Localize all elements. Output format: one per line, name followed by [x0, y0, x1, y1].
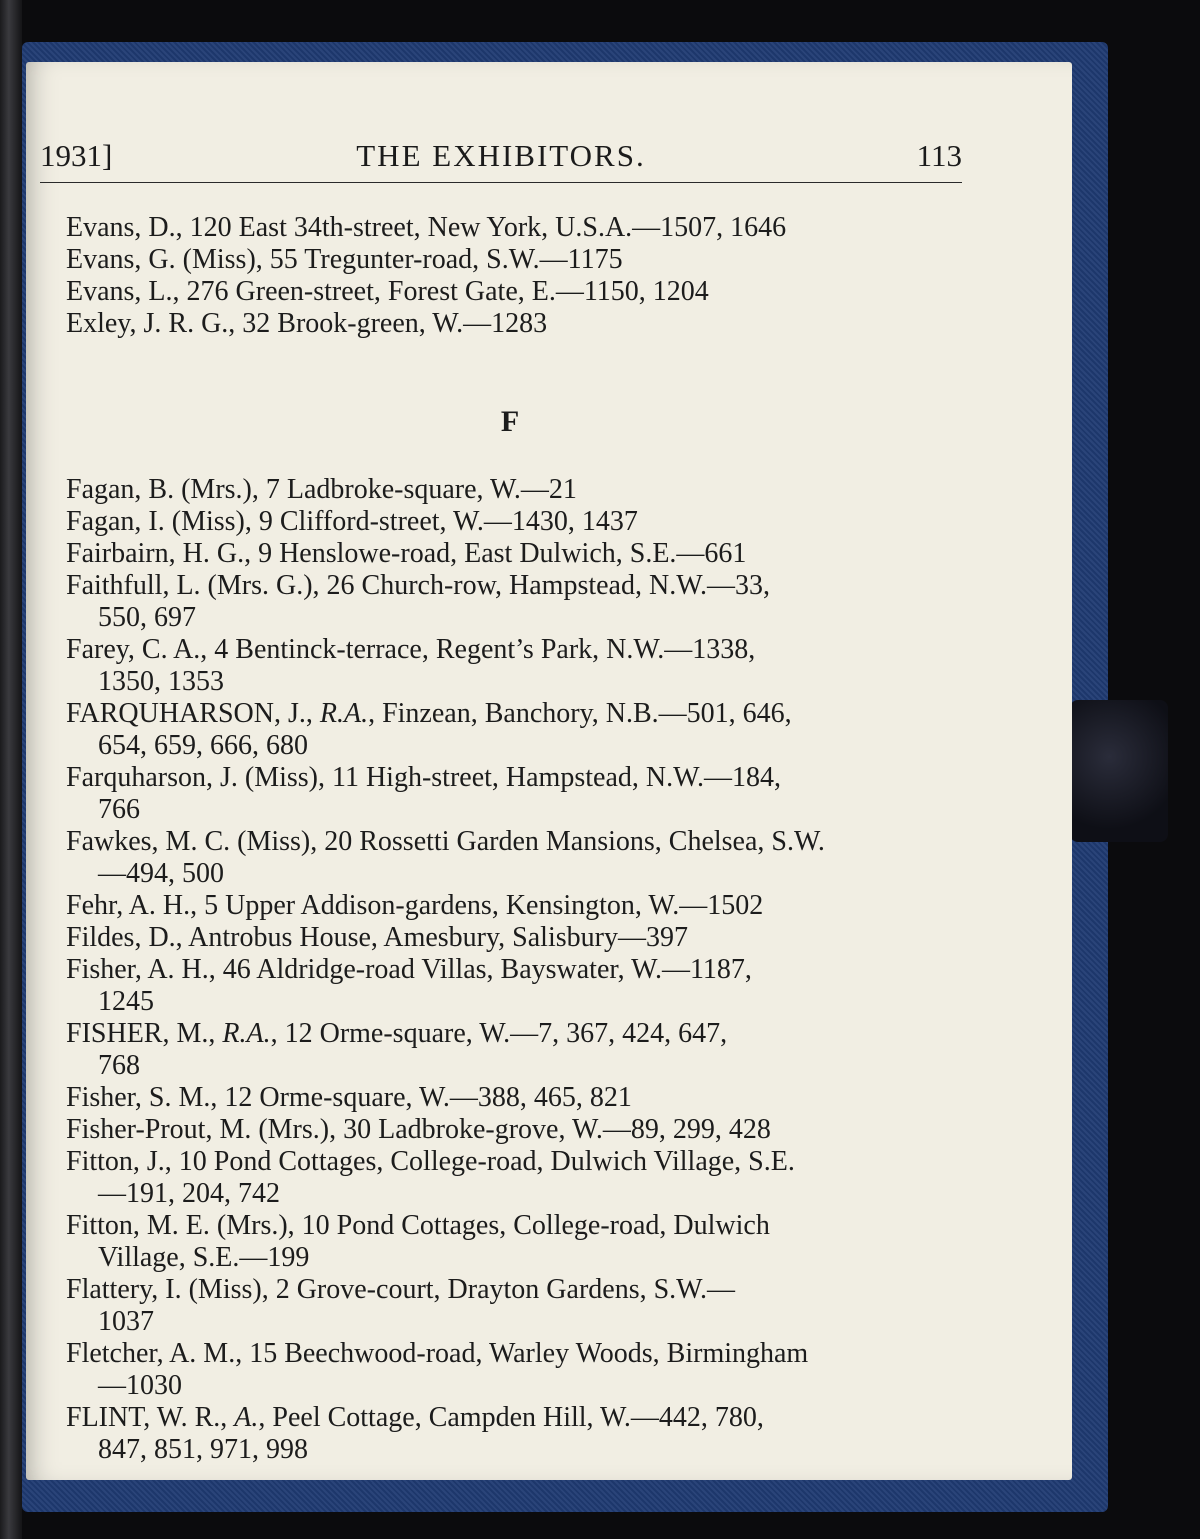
list-item: Fagan, I. (Miss), 9 Clifford-street, W.—1430, 1437: [66, 506, 638, 537]
list-item: Fisher-Prout, M. (Mrs.), 30 Ladbroke-grove, W.—89, 299, 428: [66, 1114, 771, 1145]
list-item: FLINT, W. R., A., Peel Cottage, Campden Hill, W.—442, 780, 847, 851, 971, 998: [66, 1402, 764, 1465]
list-item: Flattery, I. (Miss), 2 Grove-court, Drayton Gardens, S.W.— 1037: [66, 1274, 736, 1337]
leather-page-tab: [1070, 700, 1168, 842]
list-item: Fawkes, M. C. (Miss), 20 Rossetti Garden Mansions, Chelsea, S.W. —494, 500: [66, 826, 825, 889]
header-title: THE EXHIBITORS.: [356, 138, 646, 173]
entries-list-f: [66, 474, 986, 1466]
list-item: Evans, G. (Miss), 55 Tregunter-road, S.W.—1175: [66, 244, 623, 275]
list-item: Fisher, S. M., 12 Orme-square, W.—388, 465, 821: [66, 1082, 632, 1113]
list-item: Evans, L., 276 Green-street, Forest Gate, E.—1150, 1204: [66, 276, 709, 307]
list-item: Fagan, B. (Mrs.), 7 Ladbroke-square, W.—21: [66, 474, 577, 505]
list-item: Farey, C. A., 4 Bentinck-terrace, Regent’s Park, N.W.—1338, 1350, 1353: [66, 634, 756, 697]
list-item: Farquharson, J. (Miss), 11 High-street, Hampstead, N.W.—184, 766: [66, 762, 781, 825]
list-item: Faithfull, L. (Mrs. G.), 26 Church-row, Hampstead, N.W.—33, 550, 697: [66, 570, 771, 633]
list-item: Fairbairn, H. G., 9 Henslowe-road, East Dulwich, S.E.—661: [66, 538, 747, 569]
list-item: Fitton, J., 10 Pond Cottages, College-road, Dulwich Village, S.E. —191, 204, 742: [66, 1146, 795, 1209]
list-item: FARQUHARSON, J., R.A., Finzean, Banchory, N.B.—501, 646, 654, 659, 666, 680: [66, 698, 792, 761]
list-item: Fisher, A. H., 46 Aldridge-road Villas, Bayswater, W.—1187, 1245: [66, 954, 752, 1017]
section-letter: F: [500, 405, 520, 438]
entries-list-e: [66, 212, 986, 340]
list-item: Fitton, M. E. (Mrs.), 10 Pond Cottages, College-road, Dulwich Village, S.E.—199: [66, 1210, 770, 1273]
page-number: 113: [916, 138, 962, 173]
list-item: Exley, J. R. G., 32 Brook-green, W.—1283: [66, 308, 548, 339]
running-header: [40, 138, 962, 183]
list-item: Fehr, A. H., 5 Upper Addison-gardens, Kensington, W.—1502: [66, 890, 764, 921]
list-item: FISHER, M., R.A., 12 Orme-square, W.—7, 367, 424, 647, 768: [66, 1018, 728, 1081]
list-item: Fildes, D., Antrobus House, Amesbury, Salisbury—397: [66, 922, 688, 953]
header-year: 1931]: [40, 138, 113, 173]
list-item: Fletcher, A. M., 15 Beechwood-road, Warley Woods, Birmingham —1030: [66, 1338, 809, 1401]
list-item: Evans, D., 120 East 34th-street, New York, U.S.A.—1507, 1646: [66, 212, 787, 243]
book-spine-left: [0, 0, 22, 1539]
